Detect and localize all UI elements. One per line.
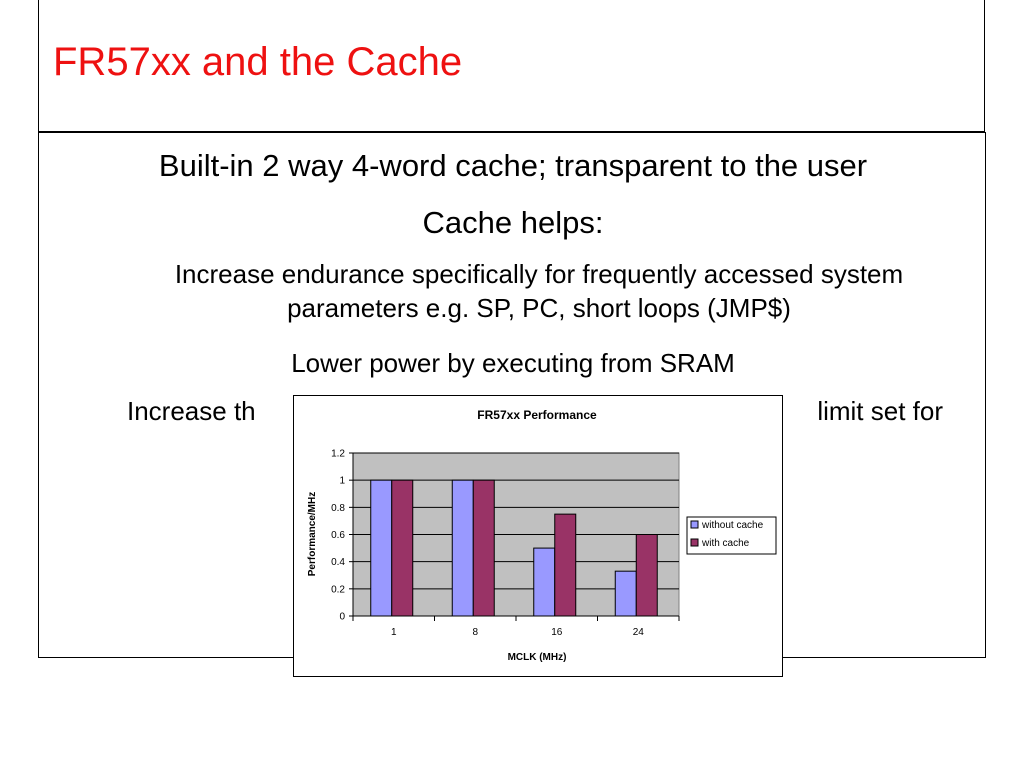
performance-chart bbox=[293, 395, 783, 677]
sub-bullet-endurance: Increase endurance specifically for frequently accessed system parameters e.g. SP, PC, short loops (JMP$) bbox=[174, 259, 904, 323]
y-tick-label: 0.2 bbox=[331, 584, 345, 596]
legend-swatch bbox=[691, 521, 698, 528]
sub-bullet-increase-left: Increase th bbox=[127, 396, 256, 426]
x-tick-label: 16 bbox=[551, 627, 563, 638]
y-tick-label: 0.6 bbox=[331, 530, 345, 541]
slide-title: FR57xx and the Cache bbox=[53, 40, 463, 84]
bar-with-cache-24 bbox=[636, 535, 657, 617]
legend-label: without cache bbox=[702, 520, 764, 531]
sub-bullet-lower-power: Lower power by executing from SRAM bbox=[291, 348, 735, 378]
sub-bullet-increase-right: limit set for bbox=[817, 396, 943, 426]
chart-legend bbox=[687, 517, 776, 554]
bar-without-cache-16 bbox=[534, 548, 555, 616]
y-tick-label: 0 bbox=[339, 611, 345, 623]
bar-with-cache-16 bbox=[555, 514, 576, 616]
x-tick-label: 24 bbox=[632, 627, 644, 638]
bar-without-cache-8 bbox=[452, 480, 473, 616]
y-tick-label: 0.8 bbox=[331, 502, 345, 514]
x-tick-label: 1 bbox=[390, 627, 397, 638]
bar-with-cache-1 bbox=[392, 480, 413, 616]
bullet-cache-description: Built-in 2 way 4-word cache; transparent to the user bbox=[158, 148, 868, 183]
bar-without-cache-24 bbox=[615, 571, 636, 616]
chart-title: FR57xx Performance bbox=[477, 408, 597, 422]
title-placeholder bbox=[38, 0, 985, 132]
legend-label: with cache bbox=[702, 538, 750, 549]
bar-with-cache-8 bbox=[473, 480, 494, 616]
y-tick-label: 1 bbox=[339, 475, 345, 487]
chart-canvas bbox=[294, 396, 784, 678]
y-tick-label: 1.2 bbox=[331, 448, 345, 460]
bar-without-cache-1 bbox=[371, 480, 392, 616]
x-axis-label: MCLK (MHz) bbox=[507, 652, 567, 663]
x-tick-label: 8 bbox=[472, 627, 479, 638]
y-axis-label: Performance/MHz bbox=[307, 491, 318, 577]
legend-swatch bbox=[691, 539, 698, 546]
y-tick-label: 0.4 bbox=[331, 557, 345, 569]
bullet-cache-helps: Cache helps: bbox=[422, 205, 604, 240]
